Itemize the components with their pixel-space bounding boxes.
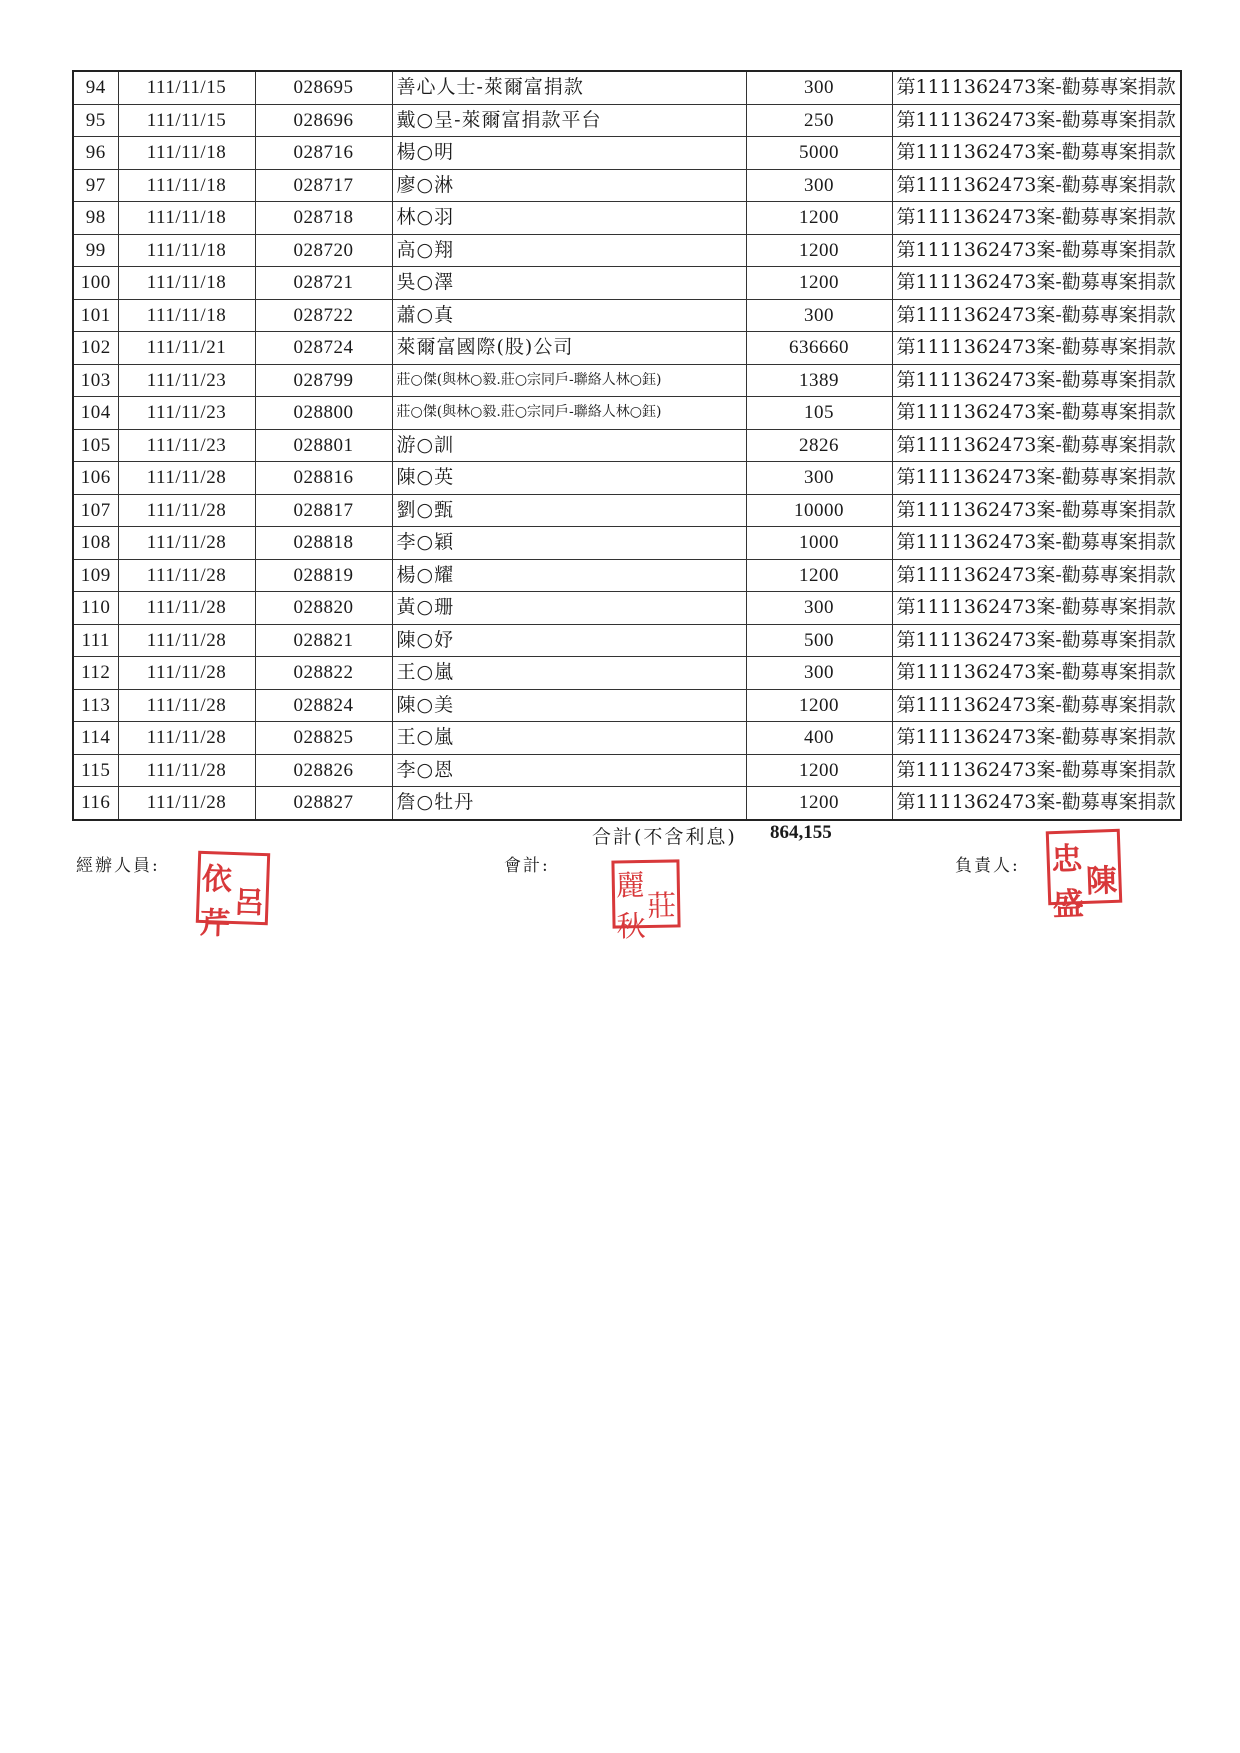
donation-date: 111/11/28 <box>118 462 255 495</box>
donation-amount: 1200 <box>746 234 892 267</box>
case-note: 第1111362473案-勸募專案捐款 <box>892 364 1181 397</box>
table-row <box>73 267 1181 300</box>
responsible-seal-char: 盛 <box>1052 886 1085 924</box>
receipt-number: 028716 <box>255 137 392 170</box>
donation-amount: 10000 <box>746 494 892 527</box>
handler-label: 經辦人員: <box>76 856 160 876</box>
table-row <box>73 397 1181 430</box>
donor-name: 劉○甄 <box>392 494 746 527</box>
donation-date: 111/11/18 <box>118 169 255 202</box>
donation-date: 111/11/21 <box>118 332 255 365</box>
receipt-number: 028717 <box>255 169 392 202</box>
ledger-body <box>73 71 1181 820</box>
donation-date: 111/11/28 <box>118 754 255 787</box>
row-number: 95 <box>73 104 118 137</box>
receipt-number: 028722 <box>255 299 392 332</box>
donation-date: 111/11/28 <box>118 689 255 722</box>
accounting-seal <box>611 859 680 944</box>
table-row <box>73 364 1181 397</box>
donation-amount: 636660 <box>746 332 892 365</box>
handler-seal-char: 依 <box>201 861 233 898</box>
donation-amount: 1200 <box>746 202 892 235</box>
receipt-number: 028816 <box>255 462 392 495</box>
row-number: 99 <box>73 234 118 267</box>
donor-name: 高○翔 <box>392 234 746 267</box>
donor-name: 游○訓 <box>392 429 746 462</box>
case-note: 第1111362473案-勸募專案捐款 <box>892 787 1181 820</box>
table-row <box>73 689 1181 722</box>
row-number: 98 <box>73 202 118 235</box>
donor-name: 黃○珊 <box>392 592 746 625</box>
row-number: 94 <box>73 71 118 104</box>
donor-name: 詹○牡丹 <box>392 787 746 820</box>
receipt-number: 028721 <box>255 267 392 300</box>
donor-name: 莊○傑(與林○毅.莊○宗同戶-聯絡人林○鈺) <box>392 397 746 430</box>
responsible-label: 負責人: <box>955 856 1020 876</box>
case-note: 第1111362473案-勸募專案捐款 <box>892 689 1181 722</box>
receipt-number: 028800 <box>255 397 392 430</box>
case-note: 第1111362473案-勸募專案捐款 <box>892 624 1181 657</box>
donation-ledger-table <box>72 70 1182 821</box>
donation-date: 111/11/18 <box>118 299 255 332</box>
receipt-number: 028819 <box>255 559 392 592</box>
row-number: 105 <box>73 429 118 462</box>
receipt-number: 028826 <box>255 754 392 787</box>
table-row <box>73 332 1181 365</box>
accounting-seal-char: 麗 <box>615 868 646 903</box>
case-note: 第1111362473案-勸募專案捐款 <box>892 657 1181 690</box>
case-note: 第1111362473案-勸募專案捐款 <box>892 71 1181 104</box>
receipt-number: 028724 <box>255 332 392 365</box>
accounting-seal-char: 莊 <box>646 887 677 923</box>
donation-date: 111/11/28 <box>118 787 255 820</box>
table-row <box>73 169 1181 202</box>
row-number: 112 <box>73 657 118 690</box>
donor-name: 善心人士-萊爾富捐款 <box>392 71 746 104</box>
case-note: 第1111362473案-勸募專案捐款 <box>892 202 1181 235</box>
table-row <box>73 462 1181 495</box>
donation-date: 111/11/28 <box>118 559 255 592</box>
handler-seal-char: 芹 <box>199 905 231 942</box>
row-number: 107 <box>73 494 118 527</box>
row-number: 96 <box>73 137 118 170</box>
donor-name: 蕭○真 <box>392 299 746 332</box>
donation-date: 111/11/23 <box>118 364 255 397</box>
table-row <box>73 559 1181 592</box>
case-note: 第1111362473案-勸募專案捐款 <box>892 104 1181 137</box>
donation-amount: 1200 <box>746 267 892 300</box>
case-note: 第1111362473案-勸募專案捐款 <box>892 299 1181 332</box>
donor-name: 楊○明 <box>392 137 746 170</box>
receipt-number: 028822 <box>255 657 392 690</box>
table-row <box>73 429 1181 462</box>
donation-date: 111/11/23 <box>118 397 255 430</box>
table-row <box>73 71 1181 104</box>
receipt-number: 028824 <box>255 689 392 722</box>
donor-name: 陳○妤 <box>392 624 746 657</box>
donation-amount: 300 <box>746 462 892 495</box>
table-row <box>73 299 1181 332</box>
row-number: 108 <box>73 527 118 560</box>
receipt-number: 028821 <box>255 624 392 657</box>
donation-amount: 400 <box>746 722 892 755</box>
donation-date: 111/11/28 <box>118 592 255 625</box>
donation-date: 111/11/18 <box>118 267 255 300</box>
donation-amount: 1200 <box>746 787 892 820</box>
receipt-number: 028720 <box>255 234 392 267</box>
table-row <box>73 657 1181 690</box>
handler-seal-char: 呂 <box>233 885 265 922</box>
donation-date: 111/11/18 <box>118 234 255 267</box>
row-number: 111 <box>73 624 118 657</box>
receipt-number: 028695 <box>255 71 392 104</box>
donor-name: 林○羽 <box>392 202 746 235</box>
receipt-number: 028827 <box>255 787 392 820</box>
table-row <box>73 137 1181 170</box>
donation-amount: 1200 <box>746 689 892 722</box>
row-number: 113 <box>73 689 118 722</box>
case-note: 第1111362473案-勸募專案捐款 <box>892 169 1181 202</box>
case-note: 第1111362473案-勸募專案捐款 <box>892 722 1181 755</box>
row-number: 102 <box>73 332 118 365</box>
case-note: 第1111362473案-勸募專案捐款 <box>892 559 1181 592</box>
receipt-number: 028718 <box>255 202 392 235</box>
donor-name: 陳○英 <box>392 462 746 495</box>
donation-date: 111/11/23 <box>118 429 255 462</box>
case-note: 第1111362473案-勸募專案捐款 <box>892 592 1181 625</box>
donor-name: 李○恩 <box>392 754 746 787</box>
donation-date: 111/11/28 <box>118 657 255 690</box>
donation-date: 111/11/28 <box>118 722 255 755</box>
row-number: 106 <box>73 462 118 495</box>
table-row <box>73 234 1181 267</box>
table-row <box>73 624 1181 657</box>
donation-amount: 1000 <box>746 527 892 560</box>
case-note: 第1111362473案-勸募專案捐款 <box>892 754 1181 787</box>
case-note: 第1111362473案-勸募專案捐款 <box>892 429 1181 462</box>
case-note: 第1111362473案-勸募專案捐款 <box>892 137 1181 170</box>
donation-amount: 300 <box>746 592 892 625</box>
handler-seal <box>196 851 270 942</box>
donation-amount: 500 <box>746 624 892 657</box>
total-label: 合計(不含利息) <box>592 826 737 848</box>
receipt-number: 028825 <box>255 722 392 755</box>
table-row <box>73 592 1181 625</box>
donation-date: 111/11/15 <box>118 71 255 104</box>
donation-date: 111/11/18 <box>118 137 255 170</box>
table-row <box>73 104 1181 137</box>
donor-name: 萊爾富國際(股)公司 <box>392 332 746 365</box>
accounting-seal-char: 秋 <box>616 909 646 944</box>
row-number: 114 <box>73 722 118 755</box>
table-row <box>73 527 1181 560</box>
case-note: 第1111362473案-勸募專案捐款 <box>892 234 1181 267</box>
row-number: 103 <box>73 364 118 397</box>
case-note: 第1111362473案-勸募專案捐款 <box>892 267 1181 300</box>
donation-date: 111/11/15 <box>118 104 255 137</box>
donation-date: 111/11/28 <box>118 527 255 560</box>
responsible-seal-char: 忠 <box>1050 841 1083 879</box>
donation-amount: 5000 <box>746 137 892 170</box>
table-row <box>73 494 1181 527</box>
case-note: 第1111362473案-勸募專案捐款 <box>892 397 1181 430</box>
receipt-number: 028799 <box>255 364 392 397</box>
donation-amount: 1200 <box>746 754 892 787</box>
row-number: 101 <box>73 299 118 332</box>
responsible-seal <box>1046 829 1123 924</box>
donor-name: 楊○耀 <box>392 559 746 592</box>
table-row <box>73 787 1181 820</box>
donor-name: 陳○美 <box>392 689 746 722</box>
donation-amount: 300 <box>746 657 892 690</box>
row-number: 109 <box>73 559 118 592</box>
donation-amount: 300 <box>746 169 892 202</box>
donation-date: 111/11/28 <box>118 624 255 657</box>
table-row <box>73 754 1181 787</box>
donor-name: 李○穎 <box>392 527 746 560</box>
donation-amount: 1389 <box>746 364 892 397</box>
case-note: 第1111362473案-勸募專案捐款 <box>892 332 1181 365</box>
row-number: 97 <box>73 169 118 202</box>
donation-amount: 1200 <box>746 559 892 592</box>
receipt-number: 028820 <box>255 592 392 625</box>
case-note: 第1111362473案-勸募專案捐款 <box>892 462 1181 495</box>
accounting-label: 會計: <box>504 856 550 876</box>
row-number: 115 <box>73 754 118 787</box>
total-value: 864,155 <box>770 822 832 843</box>
row-number: 110 <box>73 592 118 625</box>
donor-name: 莊○傑(與林○毅.莊○宗同戶-聯絡人林○鈺) <box>392 364 746 397</box>
donation-amount: 2826 <box>746 429 892 462</box>
case-note: 第1111362473案-勸募專案捐款 <box>892 494 1181 527</box>
receipt-number: 028817 <box>255 494 392 527</box>
donor-name: 戴○呈-萊爾富捐款平台 <box>392 104 746 137</box>
donation-amount: 105 <box>746 397 892 430</box>
row-number: 104 <box>73 397 118 430</box>
donor-name: 王○嵐 <box>392 722 746 755</box>
donation-amount: 300 <box>746 71 892 104</box>
row-number: 116 <box>73 787 118 820</box>
row-number: 100 <box>73 267 118 300</box>
donor-name: 吳○澤 <box>392 267 746 300</box>
donation-amount: 300 <box>746 299 892 332</box>
table-row <box>73 722 1181 755</box>
table-row <box>73 202 1181 235</box>
receipt-number: 028696 <box>255 104 392 137</box>
donation-date: 111/11/28 <box>118 494 255 527</box>
donation-amount: 250 <box>746 104 892 137</box>
receipt-number: 028818 <box>255 527 392 560</box>
case-note: 第1111362473案-勸募專案捐款 <box>892 527 1181 560</box>
donor-name: 王○嵐 <box>392 657 746 690</box>
receipt-number: 028801 <box>255 429 392 462</box>
responsible-seal-char: 陳 <box>1085 862 1118 900</box>
donor-name: 廖○淋 <box>392 169 746 202</box>
donation-date: 111/11/18 <box>118 202 255 235</box>
